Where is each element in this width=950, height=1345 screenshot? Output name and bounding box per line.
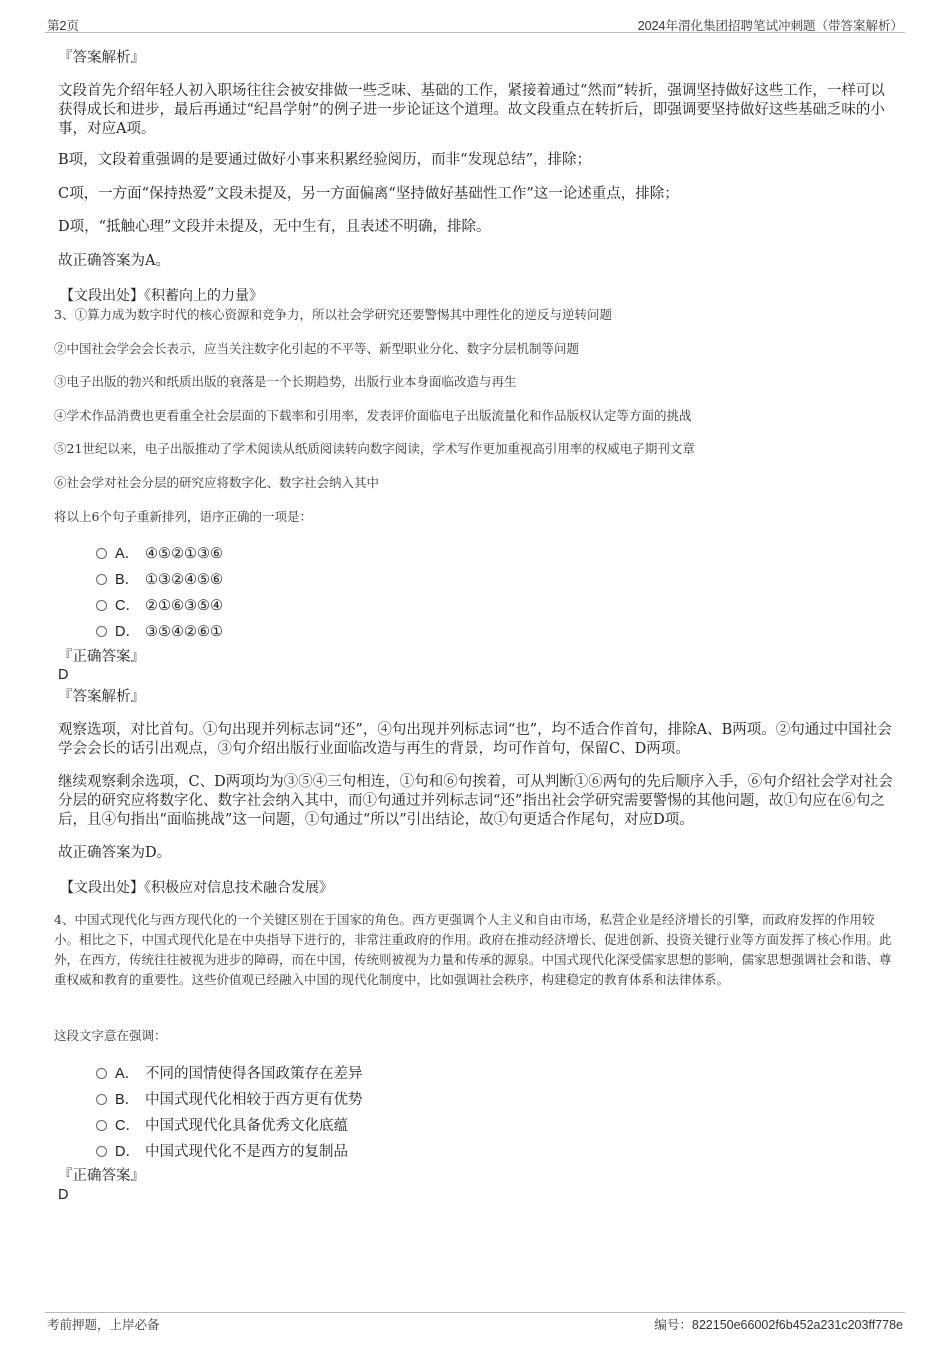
radio-button[interactable] (96, 1146, 107, 1157)
question-sentence: ②中国社会学会会长表示，应当关注数字化引起的不平等、新型职业分化、数字分层机制等问题 (54, 341, 580, 356)
answer-conclusion: 故正确答案为A。 (58, 253, 170, 269)
radio-button[interactable] (96, 1068, 107, 1079)
question-sentence: ⑤21世纪以来，电子出版推动了学术阅读从纸质阅读转向数字阅读，学术写作更加重视高引用率的权威电子期刊文章 (54, 441, 695, 456)
option-c[interactable]: C． 中国式现代化具备优秀文化底蕴 (96, 1114, 348, 1134)
option-b[interactable]: B． 中国式现代化相较于西方更有优势 (96, 1088, 363, 1108)
footer-slogan: 考前押题，上岸必备 (47, 1318, 160, 1332)
analysis-label: 『答案解析』 (58, 689, 145, 705)
answer-label: 『正确答案』 (58, 649, 145, 665)
option-d[interactable]: D． ③⑤④②⑥① (96, 620, 223, 640)
radio-button[interactable] (96, 548, 107, 559)
page-header (45, 16, 905, 33)
analysis-paragraph: 文段首先介绍年轻人初入职场往往会被安排做一些乏味、基础的工作，紧接着通过“然而”转折，强调坚持做好这些工作，一样可以获得成长和进步，最后再通过“纪昌学射”的例子进一步论证这个道理。故文段重点在转折后，即强调要坚持做好这些基础乏味的小事，对应A项。 (58, 83, 885, 137)
document-title: 2024年渭化集团招聘笔试冲刺题（带答案解析） (637, 19, 903, 33)
analysis-paragraph: D项，“抵触心理”文段并未提及，无中生有，且表述不明确，排除。 (58, 219, 491, 235)
page-footer (45, 1312, 905, 1333)
source-citation: 【文段出处】《积极应对信息技术融合发展》 (60, 880, 333, 896)
answer-value: D (58, 1187, 69, 1203)
analysis-paragraph: 观察选项，对比首句。①句出现并列标志词“还”，④句出现并列标志词“也”，均不适合作首句，排除A、B两项。②句通过中国社会学会会长的话引出观点，③句介绍出版行业面临改造与再生的背景，均可作首句，保留C、D两项。 (58, 722, 892, 757)
radio-button[interactable] (96, 626, 107, 637)
analysis-paragraph: 继续观察剩余选项，C、D两项均为③⑤④三句相连，①句和⑥句挨着，可从判断①⑥两句的先后顺序入手，⑥句介绍社会学对社会分层的研究应将数字化、数字社会纳入其中，而①句通过并列标志词“还”指出社会学研究需要警惕的其他问题，故①句应在⑥句之后，且④句指出“面临挑战”这一问题，①句通过“所以”引出结论，故①句更适合作尾句，对应D项。 (58, 774, 893, 828)
answer-value: D (58, 667, 69, 683)
option-b[interactable]: B． ①③②④⑤⑥ (96, 568, 223, 588)
page-number: 第2页 (47, 19, 79, 33)
question-prompt: 这段文字意在强调： (54, 1028, 167, 1043)
question-sentence: ④学术作品消费也更看重全社会层面的下载率和引用率，发表评价面临电子出版流量化和作品版权认定等方面的挑战 (54, 408, 692, 423)
question-sentence: ③电子出版的勃兴和纸质出版的衰落是一个长期趋势，出版行业本身面临改造与再生 (54, 374, 517, 389)
radio-button[interactable] (96, 600, 107, 611)
source-citation: 【文段出处】《积蓄向上的力量》 (60, 288, 263, 304)
answer-conclusion: 故正确答案为D。 (58, 845, 172, 861)
question-stem: 4、中国式现代化与西方现代化的一个关键区别在于国家的角色。西方更强调个人主义和自由市场，私营企业是经济增长的引擎，而政府发挥的作用较小。相比之下，中国式现代化是在中央指导下进行的，非常注重政府的作用。政府在推动经济增长、促进创新、投资关键行业等方面发挥了核心作用。此外，在西方，传统往往被视为进步的障碍，而在中国，传统则被视为力量和传承的源泉。中国式现代化深受儒家思想的影响，儒家思想强调社会和谐、尊重权威和教育的重要性。这些价值观已经融入中国的现代化制度中，比如强调社会秩序，构建稳定的教育体系和法律体系。 (54, 912, 892, 987)
question-sentence: 3、①算力成为数字时代的核心资源和竞争力，所以社会学研究还要警惕其中理性化的逆反与逆转问题 (54, 307, 612, 322)
radio-button[interactable] (96, 1120, 107, 1131)
option-c[interactable]: C． ②①⑥③⑤④ (96, 594, 223, 614)
question-prompt: 将以上6个句子重新排列，语序正确的一项是： (54, 509, 312, 524)
option-d[interactable]: D． 中国式现代化不是西方的复制品 (96, 1140, 348, 1160)
option-a[interactable]: A． ④⑤②①③⑥ (96, 542, 223, 562)
analysis-paragraph: B项，文段着重强调的是要通过做好小事来积累经验阅历，而非“发现总结”，排除； (58, 152, 591, 168)
analysis-paragraph: C项，一方面“保持热爱”文段未提及，另一方面偏离“坚持做好基础性工作”这一论述重点，排除； (58, 186, 679, 202)
analysis-label: 『答案解析』 (58, 50, 145, 66)
answer-label: 『正确答案』 (58, 1168, 145, 1184)
question-sentence: ⑥社会学对社会分层的研究应将数字化、数字社会纳入其中 (54, 475, 380, 490)
option-a[interactable]: A． 不同的国情使得各国政策存在差异 (96, 1062, 363, 1082)
document-id: 编号：822150e66002f6b452a231c203ff778e (654, 1318, 903, 1332)
radio-button[interactable] (96, 1094, 107, 1105)
radio-button[interactable] (96, 574, 107, 585)
